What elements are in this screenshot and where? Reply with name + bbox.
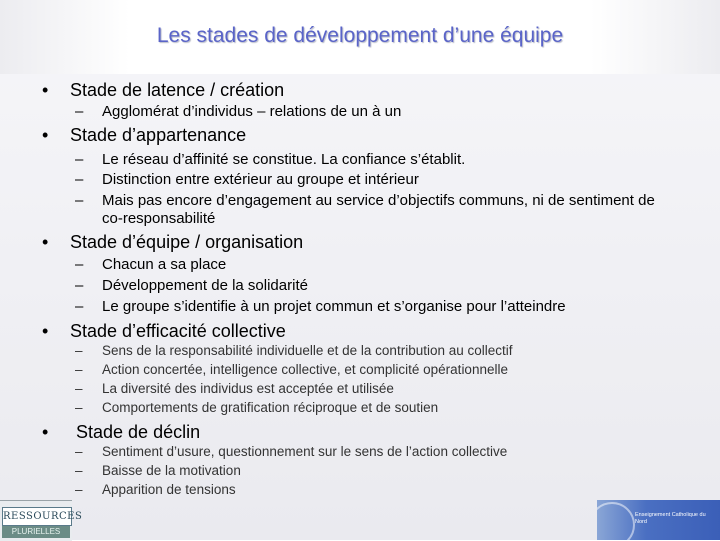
dash-icon: – bbox=[75, 256, 84, 273]
sub-bullet-text: Le groupe s’identifie à un projet commun et s’organise pour l’atteindre bbox=[102, 298, 566, 315]
sub-bullet-text: La diversité des individus est acceptée et utilisée bbox=[102, 381, 394, 396]
dash-icon: – bbox=[75, 482, 83, 497]
bullet-heading: Stade d’équipe / organisation bbox=[70, 232, 304, 252]
bullet-heading: Stade d’efficacité collective bbox=[70, 321, 286, 341]
dash-icon: – bbox=[75, 103, 84, 120]
sub-bullet-text: Action concertée, intelligence collective, et complicité opérationnelle bbox=[102, 362, 508, 377]
bullet-heading: Stade d’appartenance bbox=[70, 125, 247, 145]
dash-icon: – bbox=[75, 171, 84, 188]
sub-bullet-text: Le réseau d’affinité se constitue. La confiance s’établit. bbox=[102, 151, 466, 168]
dash-icon: – bbox=[75, 362, 83, 377]
dash-icon: – bbox=[75, 381, 83, 396]
sub-bullet-text: Mais pas encore d’engagement au service d’objectifs communs, ni de sentiment de co-responsabilité bbox=[102, 192, 655, 227]
dash-icon: – bbox=[75, 277, 84, 294]
dash-icon: – bbox=[75, 298, 84, 315]
dash-icon: – bbox=[75, 400, 83, 415]
sub-bullet-text: Comportements de gratification réciproque et de soutien bbox=[102, 400, 439, 415]
bullet-heading: Stade de déclin bbox=[76, 422, 201, 442]
dash-icon: – bbox=[75, 463, 83, 478]
sub-bullet-text: Distinction entre extérieur au groupe et intérieur bbox=[102, 171, 419, 188]
sub-bullet-text: Baisse de la motivation bbox=[102, 463, 241, 478]
logo-line-1: RESSOURCES bbox=[2, 507, 72, 526]
bullet-icon: • bbox=[42, 321, 49, 341]
bullet-heading: Stade de latence / création bbox=[70, 80, 285, 100]
bullet-icon: • bbox=[42, 80, 49, 100]
slide-title: Les stades de développement d’une équipe bbox=[156, 24, 564, 47]
bullet-icon: • bbox=[42, 125, 49, 145]
dash-icon: – bbox=[75, 444, 83, 459]
ressources-plurielles-logo bbox=[0, 500, 83, 541]
sub-bullet-text: Sentiment d’usure, questionnement sur le sens de l’action collective bbox=[102, 444, 508, 459]
sub-bullet-text: Chacun a sa place bbox=[102, 256, 227, 273]
enseignement-catholique-logo bbox=[597, 500, 720, 540]
logo-text: Enseignement Catholique du Nord bbox=[635, 512, 706, 525]
sub-bullet-text: Apparition de tensions bbox=[102, 482, 236, 497]
bullet-icon: • bbox=[42, 422, 49, 442]
dash-icon: – bbox=[75, 343, 83, 358]
sub-bullet-text: Sens de la responsabilité individuelle et de la contribution au collectif bbox=[102, 343, 513, 358]
dash-icon: – bbox=[75, 151, 84, 168]
logo-line-2: PLURIELLES bbox=[2, 526, 70, 538]
dash-icon: – bbox=[75, 192, 84, 209]
sub-bullet-text: Développement de la solidarité bbox=[102, 277, 308, 294]
sub-bullet-text: Agglomérat d’individus – relations de un à un bbox=[102, 103, 402, 120]
logo-circle-icon bbox=[597, 502, 635, 540]
bullet-icon: • bbox=[42, 232, 49, 252]
